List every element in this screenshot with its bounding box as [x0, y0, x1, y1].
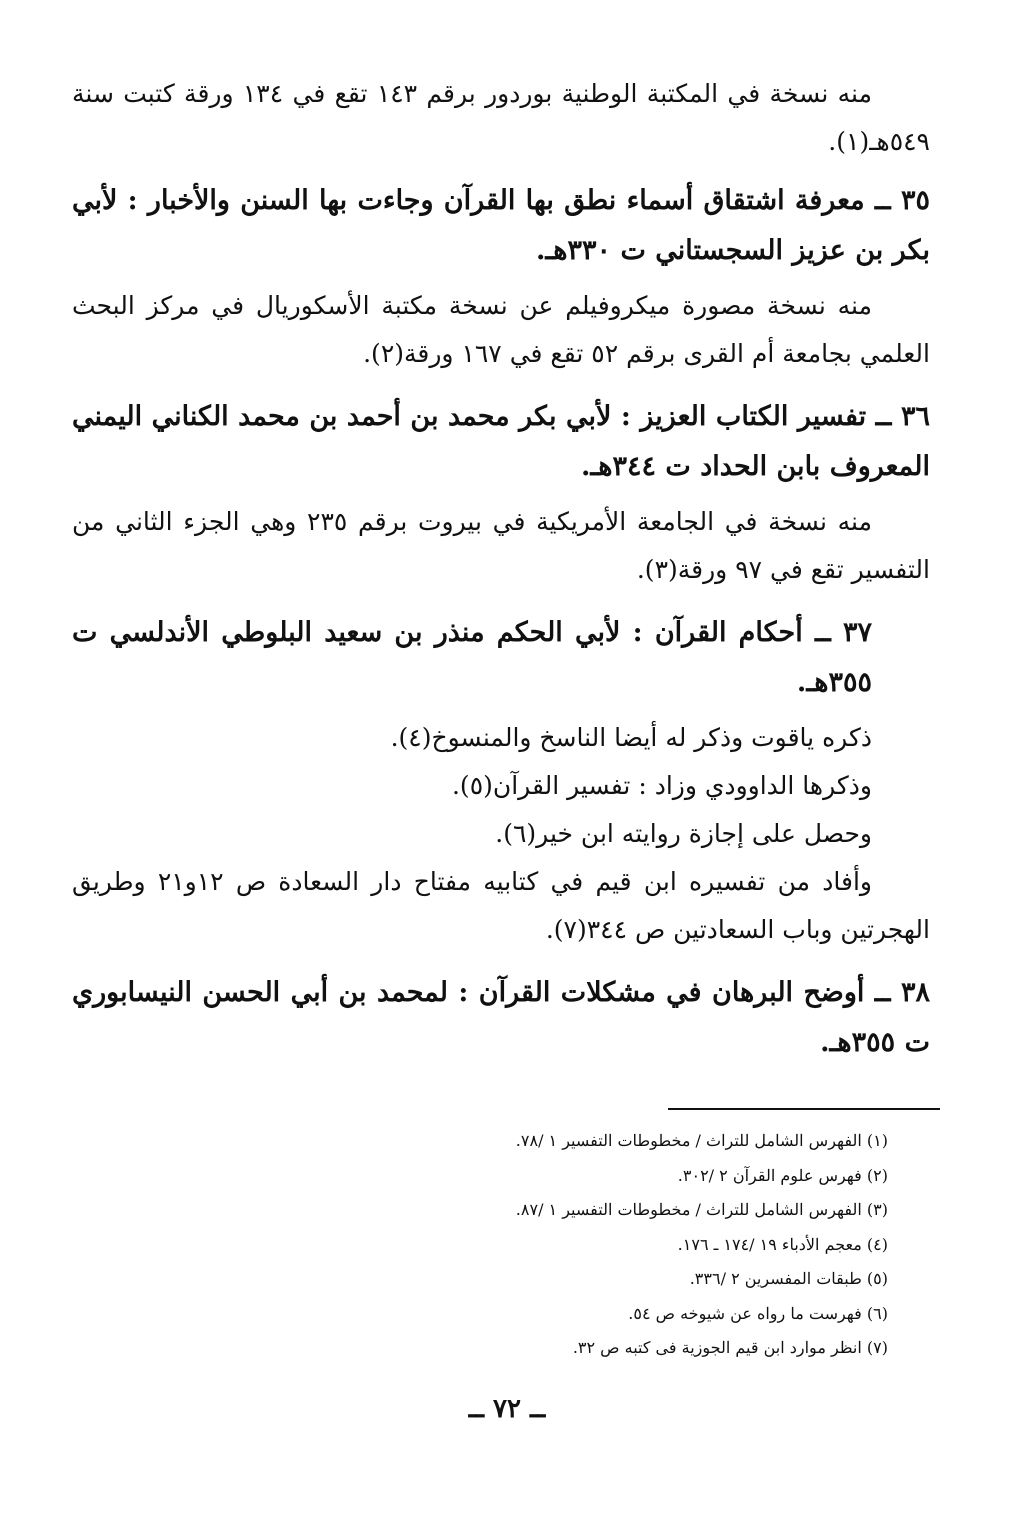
paragraph-manuscript-note: منه نسخة في المكتبة الوطنية بوردور برقم ١٤٣ تقع في ١٣٤ ورقة كتبت سنة ٥٤٩هـ(١). [72, 79, 930, 156]
footnote-divider [668, 1108, 940, 1110]
entry-36-note: منه نسخة في الجامعة الأمريكية في بيروت برقم ٢٣٥ وهي الجزء الثاني من التفسير تقع في ٩٧ ورقة(٣). [72, 507, 930, 584]
footnote-5: (٥) طبقات المفسرين ٢ /٣٣٦. [689, 1269, 888, 1288]
entry-35-note: منه نسخة مصورة ميكروفيلم عن نسخة مكتبة الأسكوريال في مركز البحث العلمي بجامعة أم القرى برقم ٥٢ تقع في ١٦٧ ورقة(٢). [72, 291, 930, 368]
entry-38-heading: ٣٨ ــ أوضح البرهان في مشكلات القرآن : لمحمد بن أبي الحسن النيسابوري ت ٣٥٥هـ. [72, 977, 930, 1058]
footnote-6: (٦) فهرست ما رواه عن شيوخه ص ٥٤. [628, 1303, 888, 1323]
entry-37-note-ibn-qayyim: وأفاد من تفسيره ابن قيم في كتابيه مفتاح دار السعادة ص ١٢و٢١ وطريق الهجرتين وباب السعادتين ص ٣٤٤(٧). [72, 867, 930, 944]
footnote-3: (٣) الفهرس الشامل للتراث / مخطوطات التفسير ١ /٨٧. [515, 1200, 888, 1219]
footnote-7: (٧) انظر موارد ابن قيم الجوزية فى كتبه ص ٣٢. [572, 1338, 888, 1357]
entry-35-heading: ٣٥ ــ معرفة اشتقاق أسماء نطق بها القرآن وجاءت بها السنن والأخبار : لأبي بكر بن عزيز السجستاني ت ٣٣٠هـ. [72, 185, 930, 266]
entry-37-note-ijaza: وحصل على إجازة روايته ابن خير(٦). [495, 819, 872, 848]
entry-36-heading: ٣٦ ــ تفسير الكتاب العزيز : لأبي بكر محمد بن أحمد بن محمد الكناني اليمني المعروف بابن الحداد ت ٣٤٤هـ. [72, 401, 930, 482]
entry-37-note-yaqut: ذكره ياقوت وذكر له أيضا الناسخ والمنسوخ(٤). [390, 723, 872, 752]
footnote-1: (١) الفهرس الشامل للتراث / مخطوطات التفسير ١ /٧٨. [515, 1131, 888, 1150]
page-number: ــ ٧٢ ــ [468, 1394, 546, 1424]
entry-37-heading: ٣٧ ــ أحكام القرآن : لأبي الحكم منذر بن سعيد البلوطي الأندلسي ت ٣٥٥هـ. [72, 617, 872, 698]
footnote-2: (٢) فهرس علوم القرآن ٢ /٣٠٢. [677, 1165, 888, 1185]
footnotes-list [90, 1124, 888, 1366]
footnote-4: (٤) معجم الأدباء ١٩ /١٧٤ ـ ١٧٦. [677, 1234, 888, 1254]
entry-37-note-dawudi: وذكرها الداوودي وزاد : تفسير القرآن(٥). [451, 771, 872, 800]
